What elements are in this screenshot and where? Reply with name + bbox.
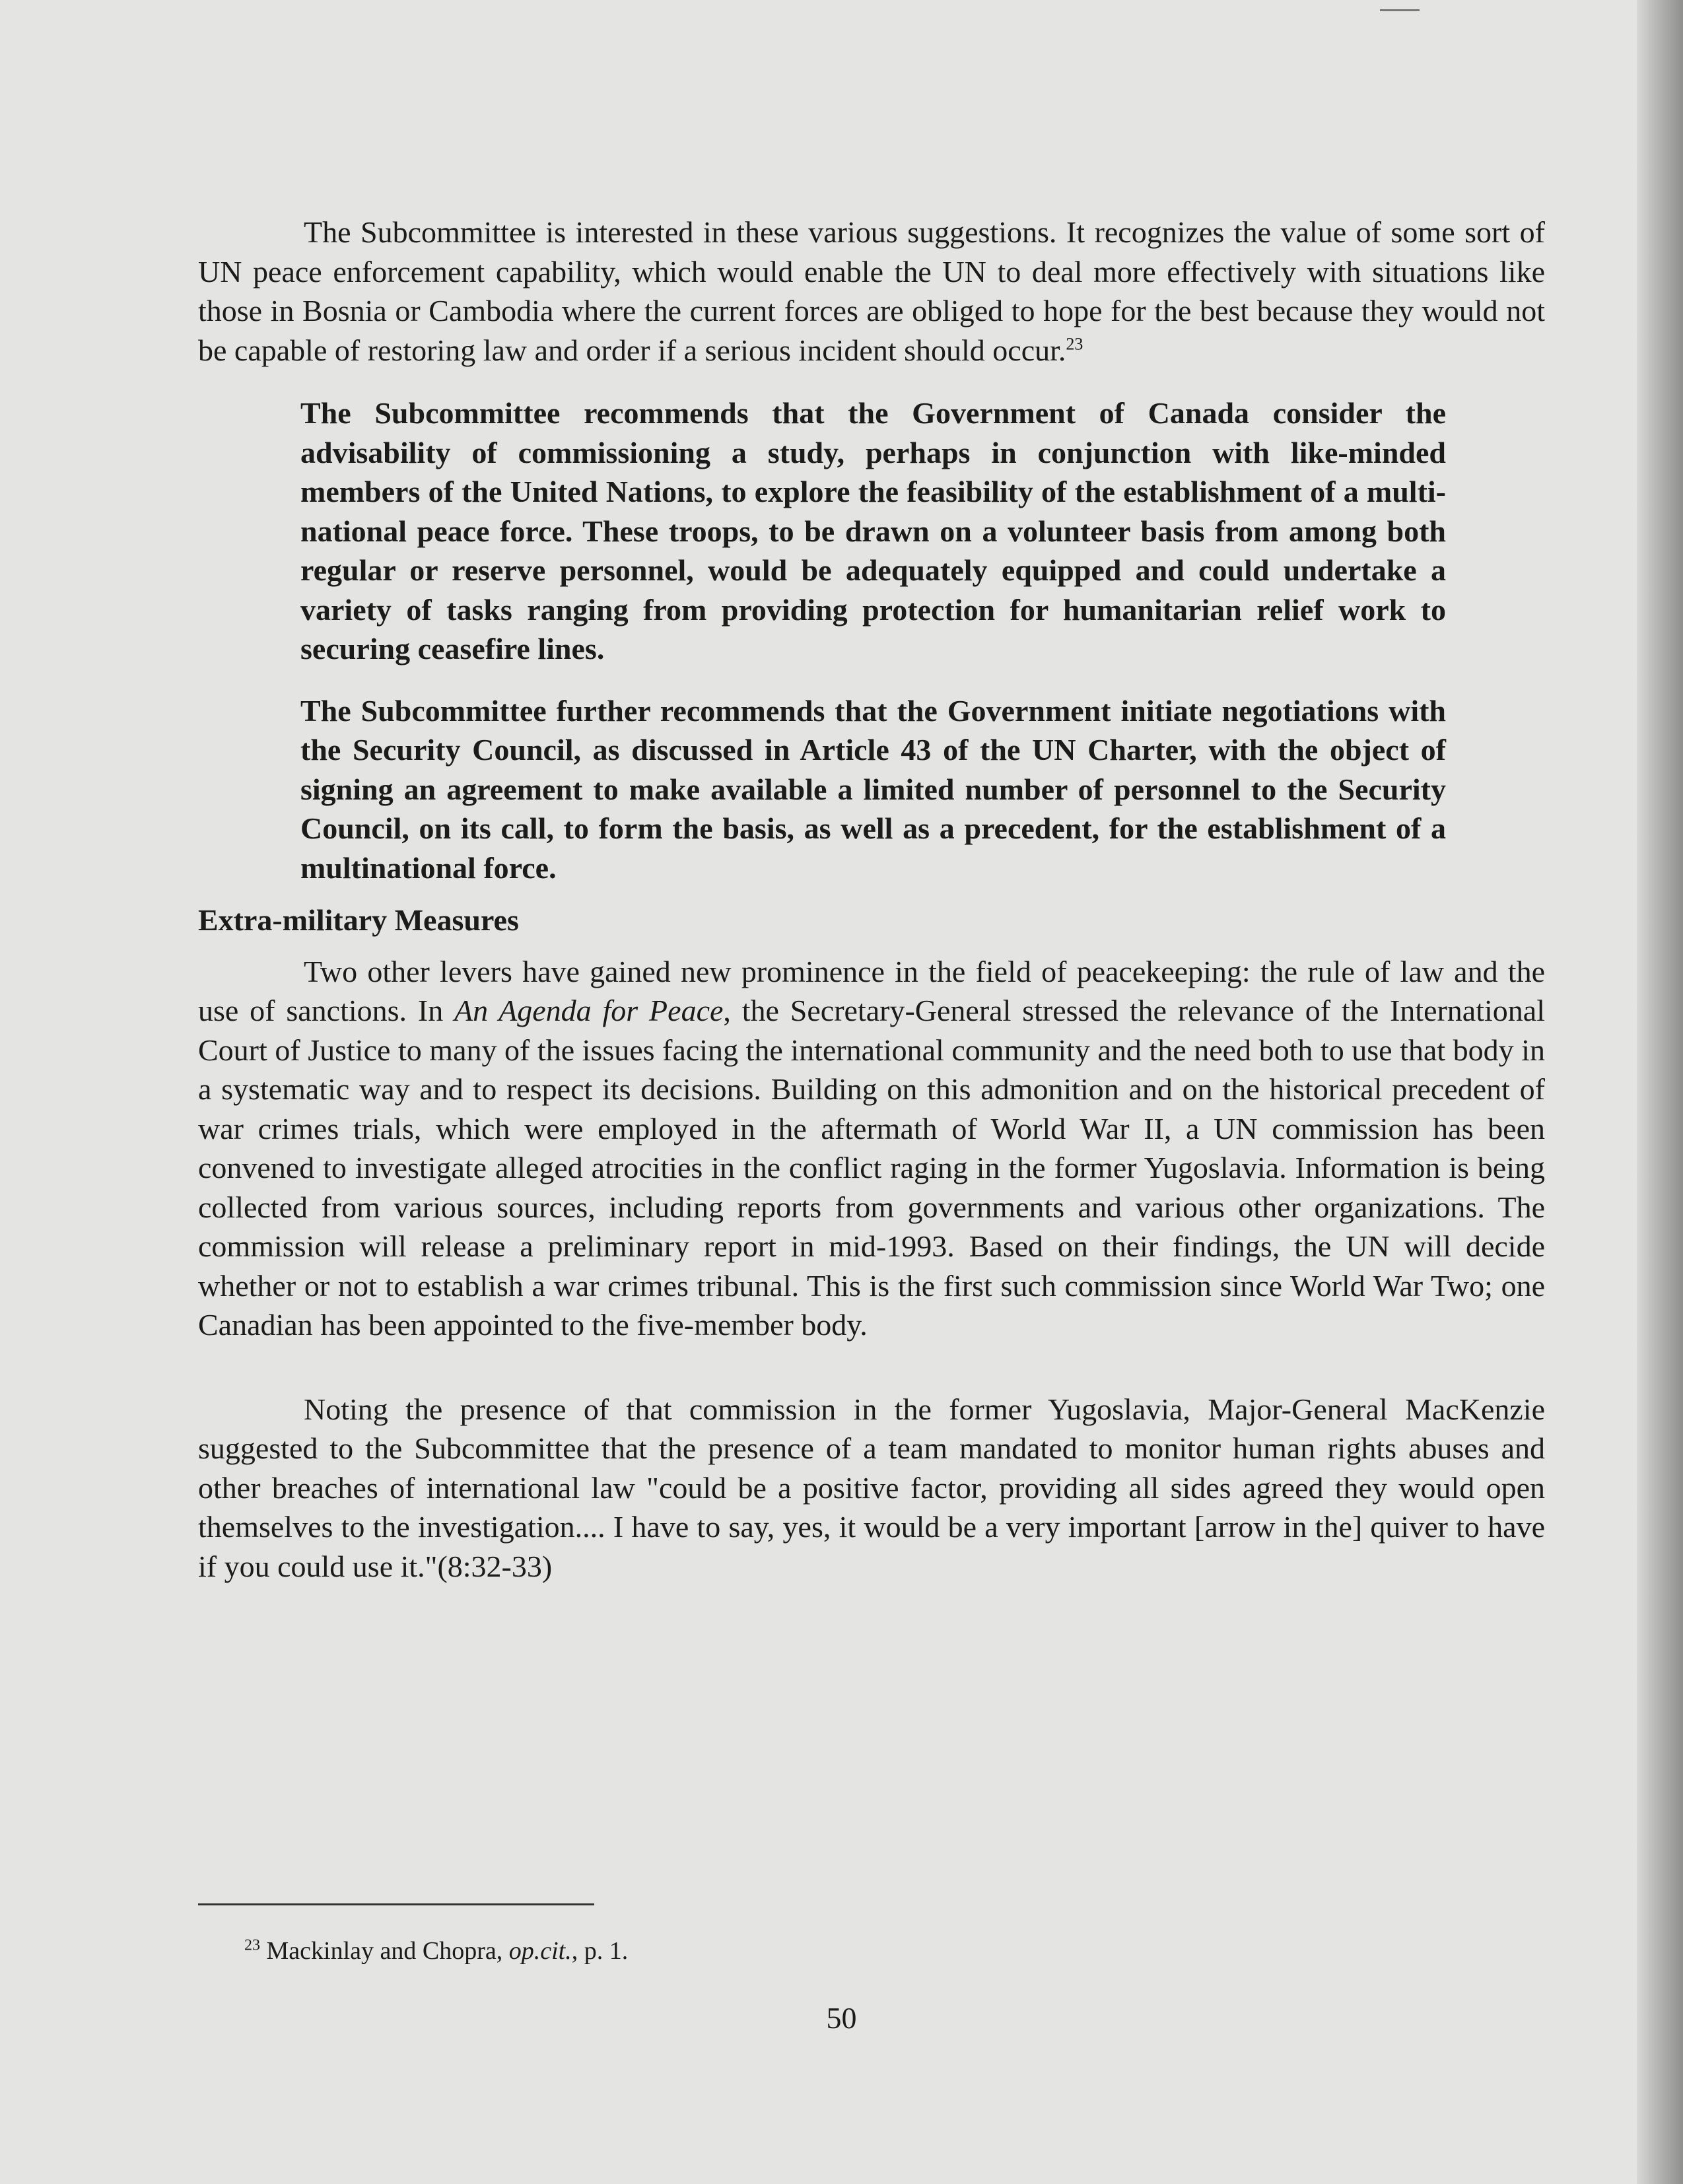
page-edge-shadow <box>1637 0 1683 2184</box>
footnote-reference: 23 <box>1066 334 1083 354</box>
scan-mark <box>1380 9 1420 11</box>
paragraph-2-rest: , the Secretary-General stressed the relevance of the International Court of Justice to many of the issues facing the international community and the need both to use that body in a systematic way and to respect its decisions. Building on this admonition and on the historical precedent of war crimes trials, which were employed in the aftermath of World War II, a UN commission has been convened to investigate alleged atrocities in the conflict raging in the former Yugoslavia. Information is being collected from various sources, including reports from governments and various other organizations. The commission will release a preliminary report in mid-1993. Based on their findings, the UN will decide whether or not to establish a war crimes tribunal. This is the first such commission since World War Two; one Canadian has been appointed to the five-member body. <box>198 994 1545 1342</box>
recommendation-1: The Subcommittee recommends that the Government of Canada consider the advisability of commissioning a study, perhaps in conjunction with like-minded members of the United Nations, to explore the feasibility of the establishment of a multi-national peace force. These troops, to be drawn on a volunteer basis from among both regular or reserve personnel, would be adequately equipped and could undertake a variety of tasks ranging from providing protection for humanitarian relief work to securing ceasefire lines. <box>300 396 1446 665</box>
paragraph-1 <box>198 213 1545 370</box>
footnote-abbrev: op.cit. <box>508 1937 572 1965</box>
page-number: 50 <box>826 2001 857 2035</box>
publication-title: An Agenda for Peace <box>454 994 724 1027</box>
recommendation-2: The Subcommittee further recommends that the Government initiate negotiations with the Security Council, as discussed in Article 43 of the UN Charter, with the object of signing an agreement to make available a limited number of personnel to the Security Council, on its call, to form the basis, as well as a precedent, for the establishment of a multinational force. <box>300 693 1446 885</box>
page-body <box>198 213 1545 1586</box>
footnote-page: , p. 1. <box>571 1937 629 1965</box>
footnote-number: 23 <box>244 1936 260 1954</box>
footnote <box>244 1934 628 1967</box>
paragraph-1-text: The Subcommittee is interested in these various suggestions. It recognizes the value of some sort of UN peace enforcement capability, which would enable the UN to deal more effectively with situations like those in Bosnia or Cambodia where the current forces are obliged to hope for the best because they would not be capable of restoring law and order if a serious incident should occur. <box>198 215 1545 367</box>
paragraph-3: Noting the presence of that commission in the former Yugoslavia, Major-General MacKenzie suggested to the Subcommittee that the presence of a team mandated to monitor human rights abuses and other breaches of international law "could be a positive factor, providing all sides agreed they would open themselves to the investigation.... I have to say, yes, it would be a very important [arrow in the] quiver to have if you could use it."(8:32-33) <box>198 1392 1545 1583</box>
paragraph-2-lead: Two other levers have gained new prominence in the field of peacekeeping: the rule of law and the use of sanctions. In <box>198 954 1545 1027</box>
footnote-divider <box>198 1903 594 1905</box>
paragraph-2 <box>198 952 1545 1345</box>
section-heading: Extra-military Measures <box>198 903 519 937</box>
footnote-authors: Mackinlay and Chopra, <box>266 1937 509 1965</box>
